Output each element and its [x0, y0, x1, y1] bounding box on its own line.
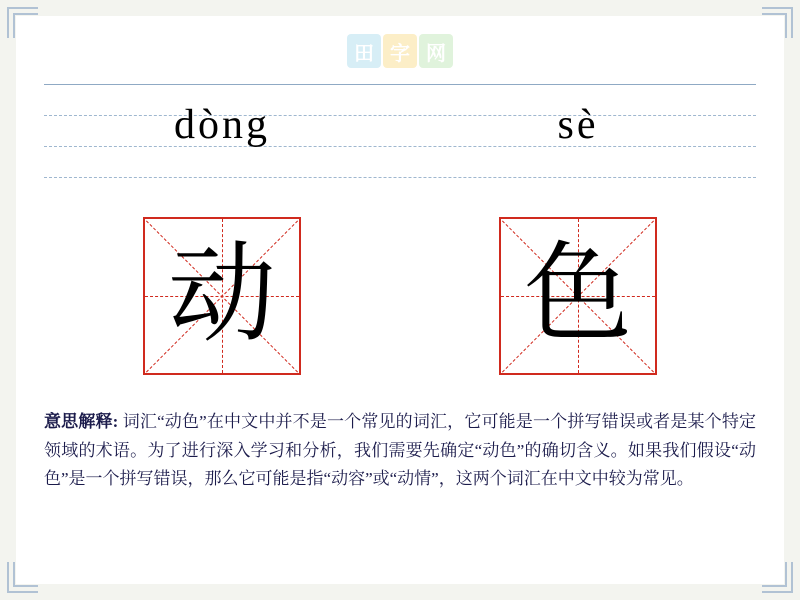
- pinyin-cell-2: [400, 84, 756, 178]
- site-watermark-logo: [347, 34, 453, 68]
- pinyin-cell-1: [44, 84, 400, 178]
- pinyin-text-2: sè: [557, 102, 599, 148]
- tianzige-box-1: [143, 217, 301, 375]
- character-cell-2: [400, 214, 756, 378]
- worksheet-card: [16, 16, 784, 584]
- explanation-text: 词汇“动色”在中文中并不是一个常见的词汇，它可能是一个拼写错误或者是某个特定领域的术语。为了进行深入学习和分析，我们需要先确定“动色”的确切含义。如果我们假设“动色”是一个拼写错误，那么它可能是指“动容”或“动情”，这两个词汇在中文中较为常见。: [44, 412, 756, 489]
- watermark-block-1: 田: [347, 34, 381, 68]
- tianzige-box-2: [499, 217, 657, 375]
- hanzi-character-1: 动: [167, 236, 276, 355]
- character-row: [44, 214, 756, 378]
- watermark-block-3: 网: [419, 34, 453, 68]
- explanation-section: [44, 408, 756, 494]
- explanation-label: 意思解释:: [44, 412, 119, 431]
- character-cell-1: [44, 214, 400, 378]
- hanzi-character-2: 色: [523, 236, 632, 355]
- pinyin-four-line-grid: [44, 84, 756, 178]
- pinyin-row: [44, 84, 756, 178]
- watermark-block-2: 字: [383, 34, 417, 68]
- pinyin-text-1: dòng: [174, 102, 270, 148]
